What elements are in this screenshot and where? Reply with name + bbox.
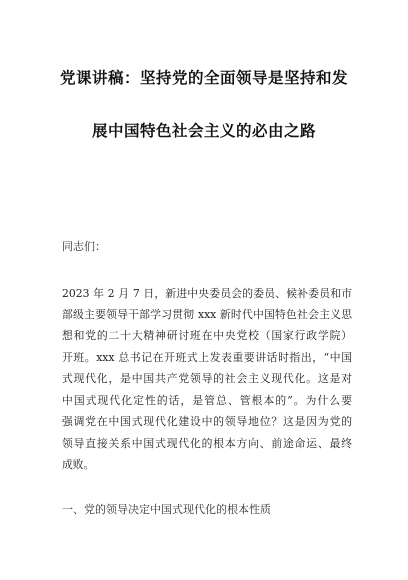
paragraph-1-line: 开班。xxx 总书记在开班式上发表重要讲话时指出，“中国 [62,351,352,364]
paragraph-1-line: 2023 年 2 月 7 日，新进中央委员会的委员、候补委员和市 [62,287,352,300]
paragraph-1-line: 中国式现代化定性的话，是管总、管根本的”。为什么要 [62,394,352,407]
section-heading-1: 一、党的领导决定中国式现代化的根本性质 [62,503,271,516]
greeting: 同志们： [62,240,106,253]
paragraph-1-line: 式现代化，是中国共产党领导的社会主义现代化。这是对 [62,372,352,385]
paragraph-1-line: 成败。 [62,458,95,471]
paragraph-1-line: 强调党在中国式现代化建设中的领导地位？这是因为党的 [62,415,352,428]
document-title-line-2: 展中国特色社会主义的必由之路 [91,122,316,140]
paragraph-1-line: 想和党的二十大精神研讨班在中央党校（国家行政学院） [62,329,352,342]
document-title-line-1: 党课讲稿：坚持党的全面领导是坚持和发 [59,69,348,87]
paragraph-1-line: 领导直接关系中国式现代化的根本方向、前途命运、最终 [62,437,352,450]
paragraph-1-line: 部级主要领导干部学习贯彻 xxx 新时代中国特色社会主义思 [62,308,352,321]
